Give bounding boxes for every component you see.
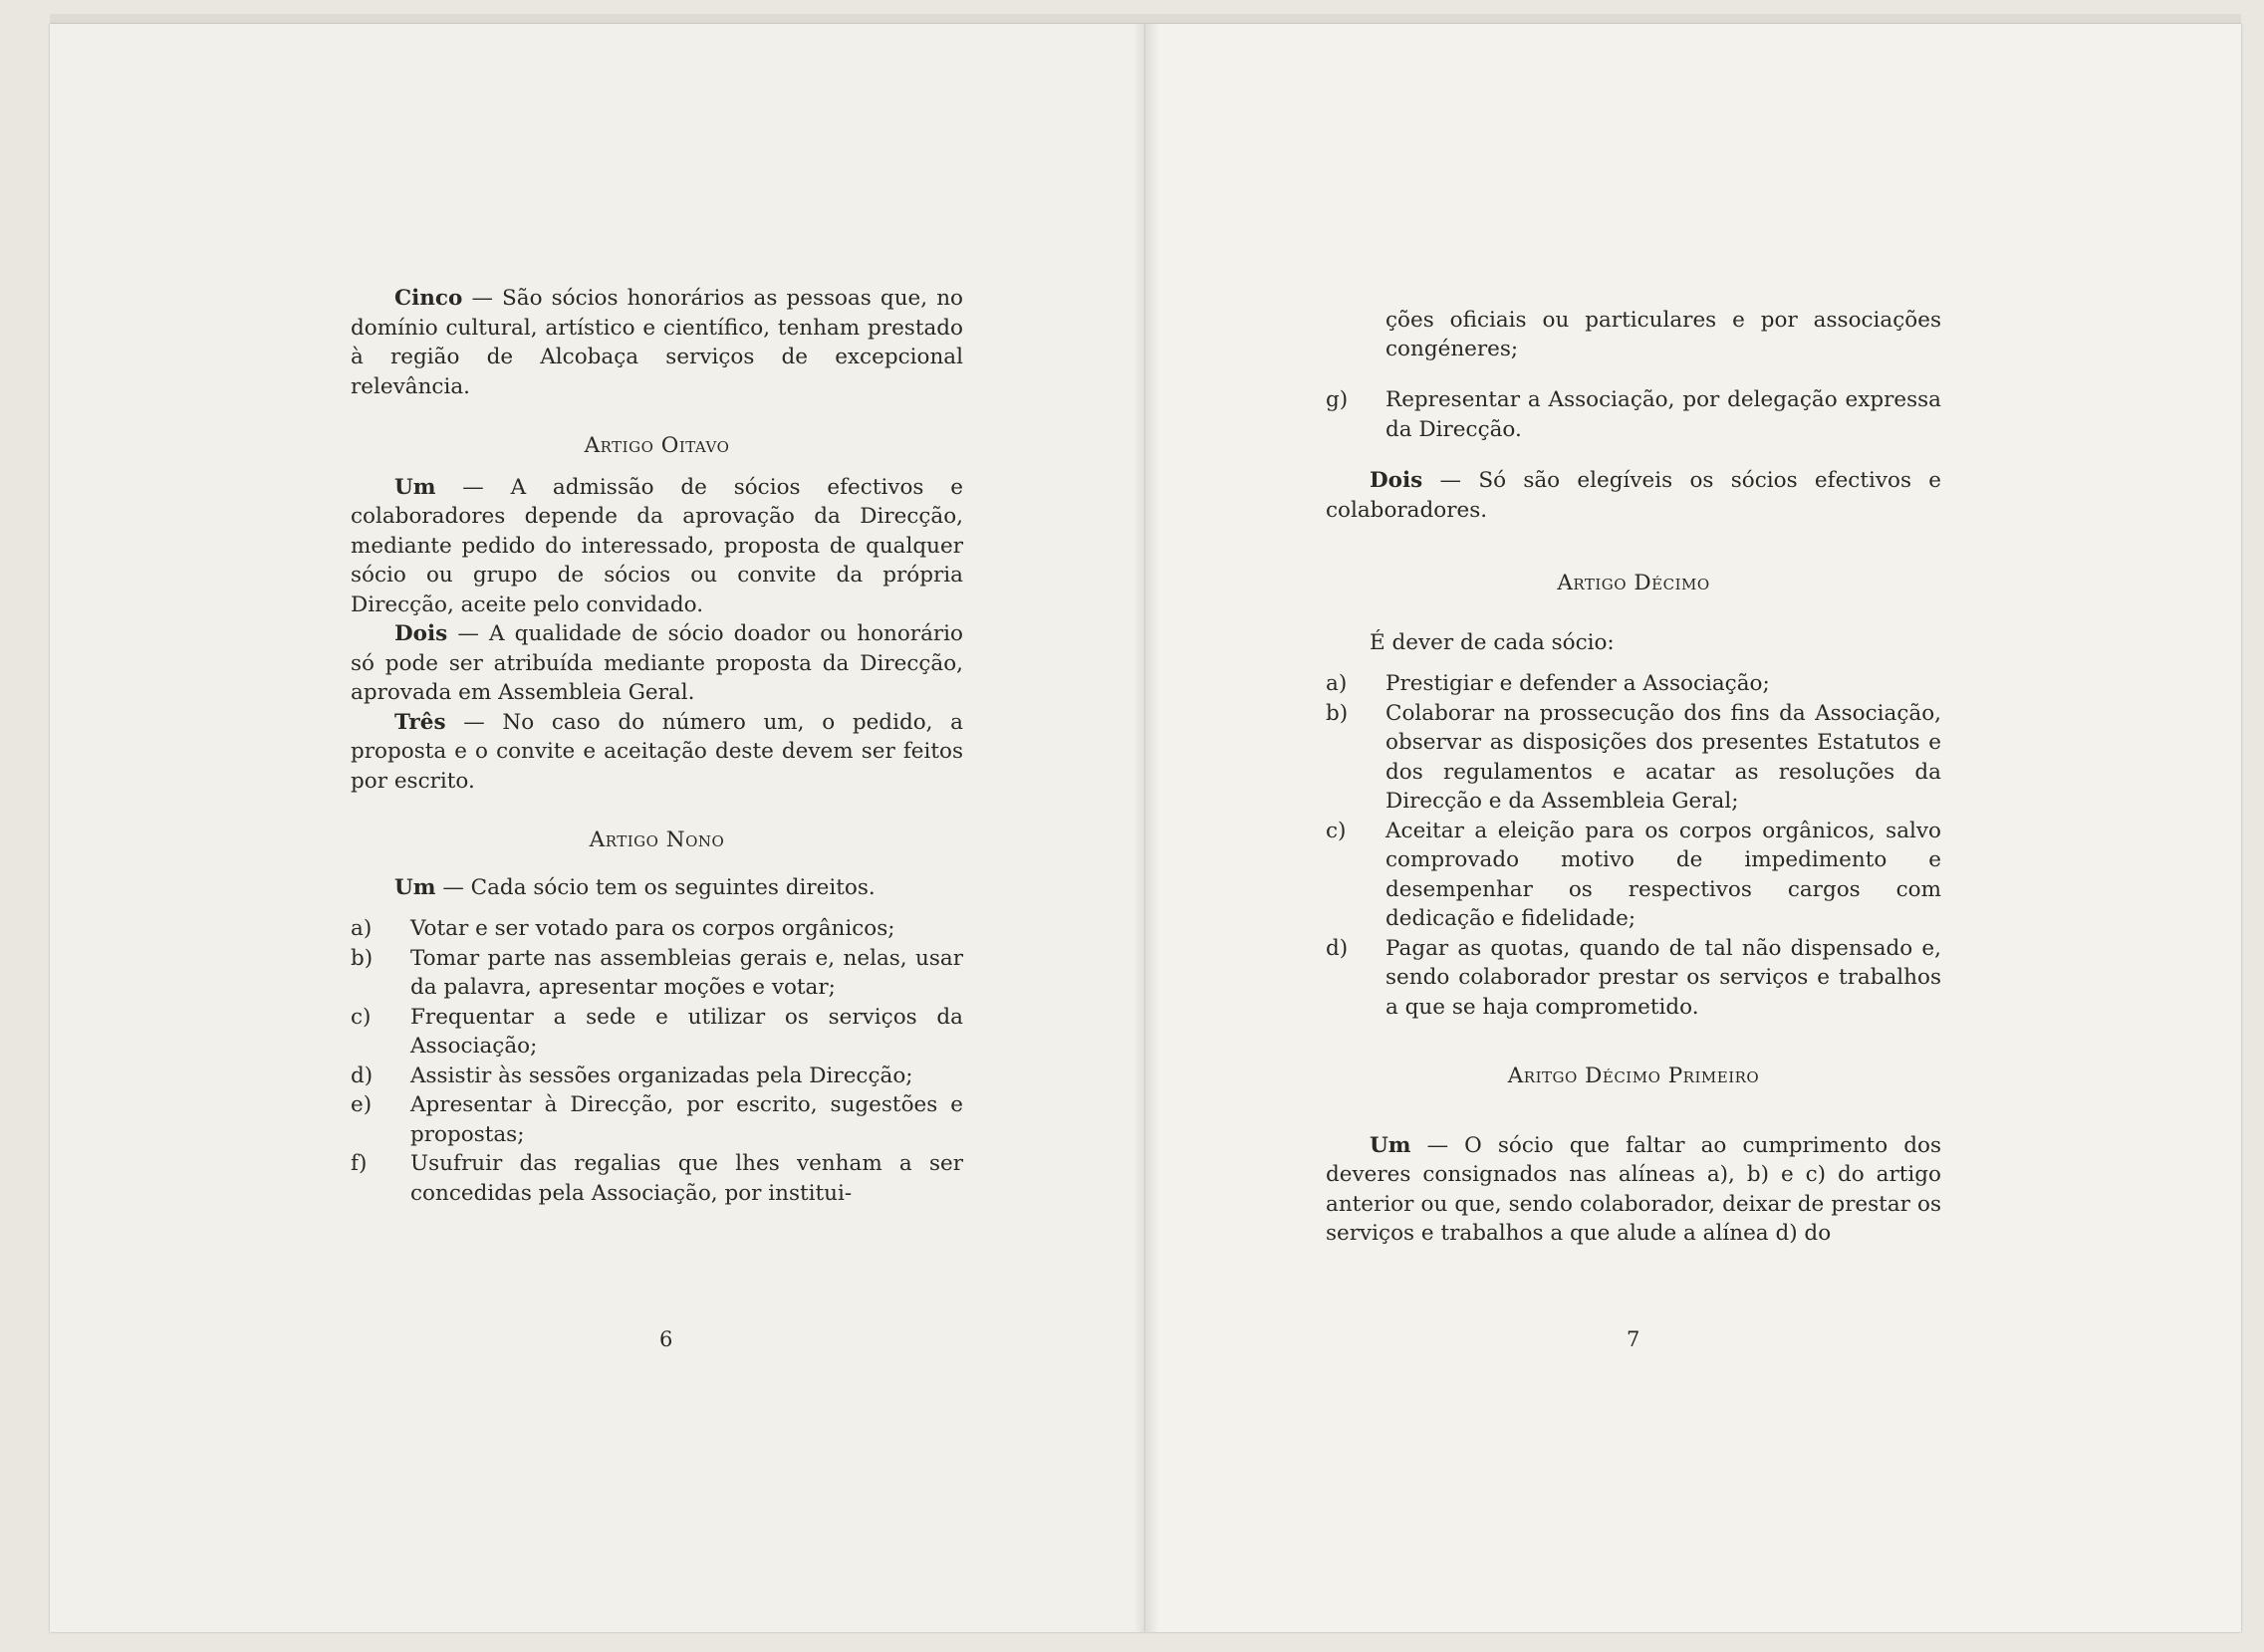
list-item	[351, 1090, 963, 1149]
rights-list	[351, 914, 963, 1208]
list-marker: e)	[351, 1092, 373, 1117]
book-spine-fold	[1133, 24, 1159, 1632]
paragraph-text: — A qualidade de sócio doador ou honorário só pode ser atribuída mediante proposta da Direcção, aprovada em Assembleia Geral.	[351, 621, 963, 705]
list-item	[351, 914, 963, 944]
list-item	[351, 1062, 963, 1091]
paragraph-lead: Três	[394, 709, 446, 735]
heading-artigo-oitavo: Artigo Oitavo	[584, 433, 730, 458]
duties-list	[1326, 669, 1941, 1022]
list-item	[1326, 385, 1941, 444]
list-text: Prestigiar e defender a Associação;	[1385, 671, 1770, 696]
list-text: Assistir às sessões organizadas pela Direcção;	[410, 1062, 913, 1088]
list-marker: c)	[351, 1004, 372, 1030]
paragraph-oitavo-tres	[351, 708, 963, 797]
heading-artigo-decimo: Artigo Décimo	[1557, 571, 1710, 595]
list-text: Apresentar à Direcção, por escrito, sugestões e propostas;	[410, 1092, 963, 1147]
paragraph-text: — São sócios honorários as pessoas que, no domínio cultural, artístico e científico, tenham prestado à região de Alcobaça serviços de excepcional relevância.	[351, 286, 963, 399]
list-marker: b)	[1326, 700, 1349, 726]
list-text: Pagar as quotas, quando de tal não dispensado e, sendo colaborador prestar os serviços e trabalhos a que se haja comprometido.	[1385, 935, 1941, 1020]
paragraph-text: — O sócio que faltar ao cumprimento dos deveres consignados nas alíneas a), b) e c) do artigo anterior ou que, sendo colaborador, deixar de prestar os serviços e trabalhos a que alude a alínea d) do	[1326, 1132, 1941, 1246]
list-marker: c)	[1326, 818, 1347, 843]
list-text: Usufruir das regalias que lhes venham a ser concedidas pela Associação, por institui-	[410, 1151, 963, 1206]
paragraph-text: — No caso do número um, o pedido, a proposta e o convite e aceitação deste devem ser feitos por escrito.	[351, 709, 963, 794]
list-text: Frequentar a sede e utilizar os serviços da Associação;	[410, 1004, 963, 1059]
list-item	[1326, 817, 1941, 934]
list-text: Votar e ser votado para os corpos orgânicos;	[410, 916, 895, 941]
list-marker: d)	[1326, 935, 1349, 961]
book-top-edge	[50, 14, 2241, 24]
paragraph-lead: Cinco	[394, 286, 463, 311]
paragraph-text: — Cada sócio tem os seguintes direitos.	[435, 874, 876, 900]
list-text: Aceitar a eleição para os corpos orgânicos, salvo comprovado motivo de impedimento e desempenhar os respectivos cargos com dedicação e fidelidade;	[1385, 818, 1941, 931]
list-item	[1326, 669, 1941, 699]
paragraph-nono-um	[351, 873, 963, 903]
list-text: Tomar parte nas assembleias gerais e, nelas, usar da palavra, apresentar moções e votar;	[410, 945, 963, 1000]
paragraph-cinco	[351, 284, 963, 401]
list-text: Colaborar na prossecução dos fins da Associação, observar as disposições dos presentes Estatutos e dos regulamentos e acatar as resoluções da Direcção e da Assembleia Geral;	[1385, 700, 1941, 814]
paragraph-nono-dois	[1326, 466, 1941, 525]
list-marker: g)	[1326, 387, 1349, 412]
paragraph-text: — Só são elegíveis os sócios efectivos e colaboradores.	[1326, 468, 1941, 523]
list-marker: a)	[351, 916, 373, 941]
paragraph-lead: Um	[1370, 1132, 1411, 1158]
paragraph-oitavo-um	[351, 473, 963, 620]
left-page-text	[351, 284, 963, 1208]
paragraph-lead: Um	[394, 874, 436, 900]
paragraph-oitavo-dois	[351, 619, 963, 708]
right-page-text	[1326, 284, 1941, 1249]
list-marker: b)	[351, 945, 374, 971]
list-text: Representar a Associação, por delegação expressa da Direcção.	[1385, 387, 1941, 442]
paragraph-text: — A admissão de sócios efectivos e colaboradores depende da aprovação da Direcção, mediante pedido do interessado, proposta de qualquer sócio ou grupo de sócios ou convite da própria Direcção, aceite pelo convidado.	[351, 474, 963, 617]
list-continuation: ções oficiais ou particulares e por associações congéneres;	[1385, 307, 1941, 361]
paragraph-lead: Um	[394, 474, 436, 500]
list-item	[351, 1003, 963, 1062]
heading-artigo-nono: Artigo Nono	[589, 827, 725, 852]
list-item	[1326, 934, 1941, 1023]
list-marker: d)	[351, 1062, 374, 1088]
paragraph-decimo-intro: É dever de cada sócio:	[1370, 629, 1615, 655]
page-number-right: 7	[1627, 1327, 1640, 1351]
page-number-left: 6	[659, 1327, 673, 1351]
list-item	[1326, 699, 1941, 817]
list-marker: a)	[1326, 671, 1348, 696]
paragraph-lead: Dois	[1370, 468, 1423, 493]
paragraph-lead: Dois	[394, 621, 448, 646]
list-item	[351, 944, 963, 1003]
heading-artigo-decimo-primeiro: Aritgo Décimo Primeiro	[1507, 1063, 1760, 1088]
paragraph-decimo-primeiro-um	[1326, 1131, 1941, 1249]
list-item	[351, 1149, 963, 1208]
list-marker: f)	[351, 1151, 368, 1176]
